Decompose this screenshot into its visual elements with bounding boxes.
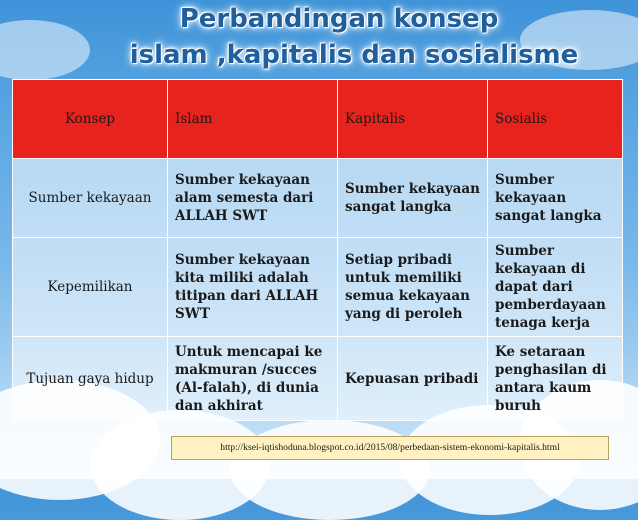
cell-sosialis: Sumber kekayaan di dapat dari pemberdayaan tenaga kerja [488,238,623,337]
comparison-table [12,79,623,421]
cell-sosialis: Ke setaraan penghasilan di antara kaum buruh [488,337,623,421]
cell-sosialis: Sumber kekayaan sangat langka [488,159,623,238]
cell-islam: Sumber kekayaan kita miliki adalah titipan dari ALLAH SWT [168,238,338,337]
table-row [13,159,623,238]
cell-islam: Untuk mencapai ke makmuran /succes (Al-falah), di dunia dan akhirat [168,337,338,421]
cell-konsep: Kepemilikan [13,238,168,337]
table-row [13,238,623,337]
cell-kapitalis: Setiap pribadi untuk memiliki semua kekayaan yang di peroleh [338,238,488,337]
slide-title-line-2: islam ,kapitalis dan sosialisme [129,40,579,70]
cell-konsep: Tujuan gaya hidup [13,337,168,421]
source-url: http://ksei-iqtishoduna.blogspot.co.id/2015/08/perbedaan-sistem-ekonomi-kapitalis.html [171,436,609,460]
cell-kapitalis: Sumber kekayaan sangat langka [338,159,488,238]
slide-title-line-1: Perbandingan konsep [179,4,499,34]
header-sosialis: Sosialis [488,80,623,159]
table-row [13,337,623,421]
header-islam: Islam [168,80,338,159]
table-header-row [13,80,623,159]
header-kapitalis: Kapitalis [338,80,488,159]
cell-konsep: Sumber kekayaan [13,159,168,238]
cell-kapitalis: Kepuasan pribadi [338,337,488,421]
cell-islam: Sumber kekayaan alam semesta dari ALLAH SWT [168,159,338,238]
header-konsep: Konsep [13,80,168,159]
